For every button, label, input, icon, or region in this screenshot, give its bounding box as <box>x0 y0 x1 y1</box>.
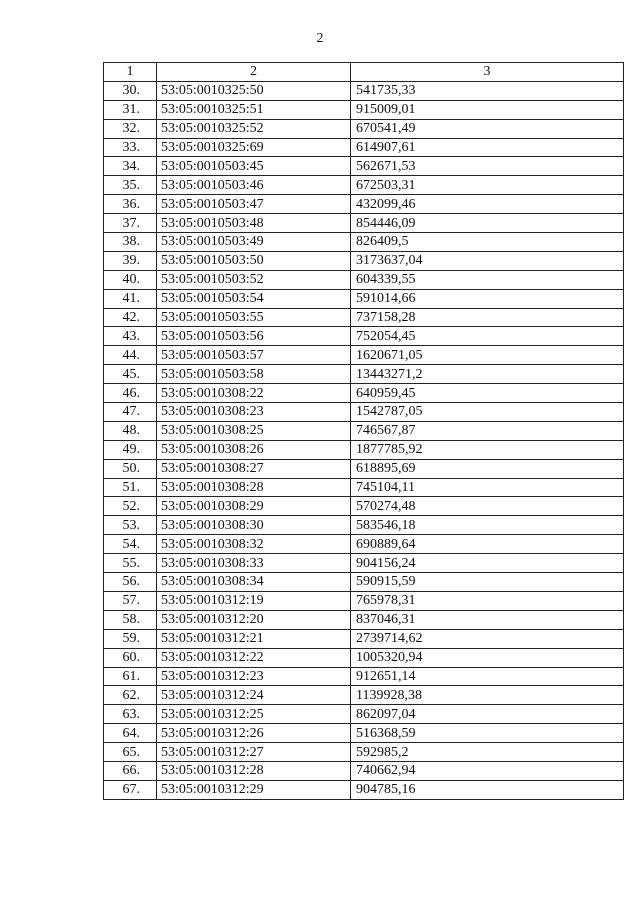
cadastral-number-cell: 53:05:0010503:54 <box>157 289 351 308</box>
cadastral-number-cell: 53:05:0010503:45 <box>157 157 351 176</box>
cadastral-value-cell: 592985,2 <box>351 743 624 762</box>
row-number-cell: 44. <box>104 346 157 365</box>
row-number-cell: 61. <box>104 667 157 686</box>
row-number-cell: 32. <box>104 119 157 138</box>
row-number-cell: 34. <box>104 157 157 176</box>
table-row <box>104 119 624 138</box>
row-number-cell: 59. <box>104 629 157 648</box>
cadastral-number-cell: 53:05:0010503:52 <box>157 270 351 289</box>
cadastral-number-cell: 53:05:0010312:25 <box>157 705 351 724</box>
cadastral-value-cell: 745104,11 <box>351 478 624 497</box>
cadastral-number-cell: 53:05:0010312:22 <box>157 648 351 667</box>
table-row <box>104 610 624 629</box>
table-row <box>104 81 624 100</box>
table-row <box>104 421 624 440</box>
row-number-cell: 43. <box>104 327 157 346</box>
cadastral-value-cell: 562671,53 <box>351 157 624 176</box>
row-number-cell: 65. <box>104 743 157 762</box>
cadastral-number-cell: 53:05:0010325:50 <box>157 81 351 100</box>
cadastral-value-cell: 915009,01 <box>351 100 624 119</box>
cadastral-number-cell: 53:05:0010308:26 <box>157 440 351 459</box>
cadastral-number-cell: 53:05:0010312:28 <box>157 761 351 780</box>
row-number-cell: 46. <box>104 384 157 403</box>
table-row <box>104 724 624 743</box>
row-number-cell: 41. <box>104 289 157 308</box>
cadastral-number-cell: 53:05:0010503:56 <box>157 327 351 346</box>
table-row <box>104 346 624 365</box>
table-row <box>104 176 624 195</box>
cadastral-value-cell: 1542787,05 <box>351 403 624 422</box>
table-row <box>104 497 624 516</box>
cadastral-value-cell: 854446,09 <box>351 214 624 233</box>
row-number-cell: 30. <box>104 81 157 100</box>
cadastral-value-cell: 670541,49 <box>351 119 624 138</box>
cadastral-number-cell: 53:05:0010308:32 <box>157 535 351 554</box>
cadastral-number-cell: 53:05:0010312:29 <box>157 780 351 799</box>
table-row <box>104 459 624 478</box>
table-row <box>104 648 624 667</box>
cadastral-number-cell: 53:05:0010312:26 <box>157 724 351 743</box>
cadastral-number-cell: 53:05:0010312:21 <box>157 629 351 648</box>
cadastral-number-cell: 53:05:0010308:29 <box>157 497 351 516</box>
row-number-cell: 63. <box>104 705 157 724</box>
table-row <box>104 138 624 157</box>
cadastral-value-cell: 640959,45 <box>351 384 624 403</box>
page-number: 2 <box>316 31 324 46</box>
row-number-cell: 56. <box>104 573 157 592</box>
cadastral-number-cell: 53:05:0010308:30 <box>157 516 351 535</box>
cadastral-number-cell: 53:05:0010312:27 <box>157 743 351 762</box>
table-row <box>104 289 624 308</box>
row-number-cell: 54. <box>104 535 157 554</box>
row-number-cell: 50. <box>104 459 157 478</box>
table-row <box>104 440 624 459</box>
cadastral-number-cell: 53:05:0010503:58 <box>157 365 351 384</box>
row-number-cell: 35. <box>104 176 157 195</box>
cadastral-value-cell: 904156,24 <box>351 554 624 573</box>
table-row <box>104 233 624 252</box>
row-number-cell: 33. <box>104 138 157 157</box>
cadastral-value-cell: 752054,45 <box>351 327 624 346</box>
table-row <box>104 195 624 214</box>
row-number-cell: 36. <box>104 195 157 214</box>
cadastral-value-cell: 604339,55 <box>351 270 624 289</box>
row-number-cell: 51. <box>104 478 157 497</box>
table-row <box>104 743 624 762</box>
cadastral-value-cell: 672503,31 <box>351 176 624 195</box>
cadastral-number-cell: 53:05:0010325:52 <box>157 119 351 138</box>
cadastral-number-cell: 53:05:0010503:55 <box>157 308 351 327</box>
column-header-3: 3 <box>351 63 624 82</box>
table-row <box>104 214 624 233</box>
cadastral-value-cell: 737158,28 <box>351 308 624 327</box>
table-row <box>104 761 624 780</box>
cadastral-value-cell: 570274,48 <box>351 497 624 516</box>
cadastral-number-cell: 53:05:0010308:22 <box>157 384 351 403</box>
table-row <box>104 270 624 289</box>
cadastral-value-cell: 1877785,92 <box>351 440 624 459</box>
table-row <box>104 591 624 610</box>
row-number-cell: 67. <box>104 780 157 799</box>
cadastral-number-cell: 53:05:0010503:57 <box>157 346 351 365</box>
header-row <box>104 63 624 82</box>
row-number-cell: 53. <box>104 516 157 535</box>
cadastral-number-cell: 53:05:0010308:25 <box>157 421 351 440</box>
cadastral-number-cell: 53:05:0010325:69 <box>157 138 351 157</box>
cadastral-value-cell: 837046,31 <box>351 610 624 629</box>
cadastral-value-cell: 516368,59 <box>351 724 624 743</box>
table-row <box>104 535 624 554</box>
column-header-2: 2 <box>157 63 351 82</box>
cadastral-value-cell: 1620671,05 <box>351 346 624 365</box>
table-row <box>104 629 624 648</box>
row-number-cell: 66. <box>104 761 157 780</box>
table-row <box>104 157 624 176</box>
table-body <box>104 81 624 799</box>
cadastral-value-cell: 690889,64 <box>351 535 624 554</box>
row-number-cell: 49. <box>104 440 157 459</box>
row-number-cell: 64. <box>104 724 157 743</box>
row-number-cell: 45. <box>104 365 157 384</box>
row-number-cell: 40. <box>104 270 157 289</box>
cadastral-value-cell: 614907,61 <box>351 138 624 157</box>
table-row <box>104 667 624 686</box>
column-header-1: 1 <box>104 63 157 82</box>
cadastral-number-cell: 53:05:0010308:33 <box>157 554 351 573</box>
cadastral-value-cell: 583546,18 <box>351 516 624 535</box>
cadastral-value-cell: 618895,69 <box>351 459 624 478</box>
table-row <box>104 100 624 119</box>
table-row <box>104 554 624 573</box>
cadastral-value-cell: 541735,33 <box>351 81 624 100</box>
cadastral-number-cell: 53:05:0010503:47 <box>157 195 351 214</box>
row-number-cell: 55. <box>104 554 157 573</box>
table-header <box>104 63 624 82</box>
cadastral-number-cell: 53:05:0010312:19 <box>157 591 351 610</box>
table-row <box>104 686 624 705</box>
cadastral-value-cell: 862097,04 <box>351 705 624 724</box>
cadastral-value-cell: 1005320,94 <box>351 648 624 667</box>
table-row <box>104 251 624 270</box>
cadastral-number-cell: 53:05:0010325:51 <box>157 100 351 119</box>
row-number-cell: 58. <box>104 610 157 629</box>
row-number-cell: 52. <box>104 497 157 516</box>
cadastral-number-cell: 53:05:0010308:27 <box>157 459 351 478</box>
cadastral-value-cell: 740662,94 <box>351 761 624 780</box>
cadastral-number-cell: 53:05:0010312:24 <box>157 686 351 705</box>
cadastral-value-cell: 590915,59 <box>351 573 624 592</box>
cadastral-value-table <box>103 62 624 800</box>
row-number-cell: 62. <box>104 686 157 705</box>
cadastral-number-cell: 53:05:0010312:23 <box>157 667 351 686</box>
row-number-cell: 48. <box>104 421 157 440</box>
cadastral-value-cell: 746567,87 <box>351 421 624 440</box>
table-row <box>104 516 624 535</box>
row-number-cell: 47. <box>104 403 157 422</box>
table-row <box>104 308 624 327</box>
table-row <box>104 365 624 384</box>
cadastral-number-cell: 53:05:0010503:48 <box>157 214 351 233</box>
cadastral-number-cell: 53:05:0010503:50 <box>157 251 351 270</box>
cadastral-value-cell: 765978,31 <box>351 591 624 610</box>
cadastral-number-cell: 53:05:0010503:49 <box>157 233 351 252</box>
row-number-cell: 38. <box>104 233 157 252</box>
cadastral-number-cell: 53:05:0010503:46 <box>157 176 351 195</box>
table-row <box>104 780 624 799</box>
cadastral-value-cell: 3173637,04 <box>351 251 624 270</box>
cadastral-value-cell: 1139928,38 <box>351 686 624 705</box>
cadastral-number-cell: 53:05:0010308:34 <box>157 573 351 592</box>
row-number-cell: 60. <box>104 648 157 667</box>
table-row <box>104 403 624 422</box>
cadastral-number-cell: 53:05:0010308:23 <box>157 403 351 422</box>
cadastral-value-cell: 591014,66 <box>351 289 624 308</box>
table-row <box>104 327 624 346</box>
cadastral-value-cell: 2739714,62 <box>351 629 624 648</box>
row-number-cell: 31. <box>104 100 157 119</box>
cadastral-value-cell: 912651,14 <box>351 667 624 686</box>
cadastral-number-cell: 53:05:0010308:28 <box>157 478 351 497</box>
table-row <box>104 573 624 592</box>
row-number-cell: 37. <box>104 214 157 233</box>
row-number-cell: 42. <box>104 308 157 327</box>
cadastral-value-cell: 432099,46 <box>351 195 624 214</box>
cadastral-value-cell: 904785,16 <box>351 780 624 799</box>
row-number-cell: 57. <box>104 591 157 610</box>
cadastral-number-cell: 53:05:0010312:20 <box>157 610 351 629</box>
table-row <box>104 478 624 497</box>
cadastral-value-cell: 826409,5 <box>351 233 624 252</box>
table-row <box>104 384 624 403</box>
row-number-cell: 39. <box>104 251 157 270</box>
cadastral-value-cell: 13443271,2 <box>351 365 624 384</box>
table-row <box>104 705 624 724</box>
